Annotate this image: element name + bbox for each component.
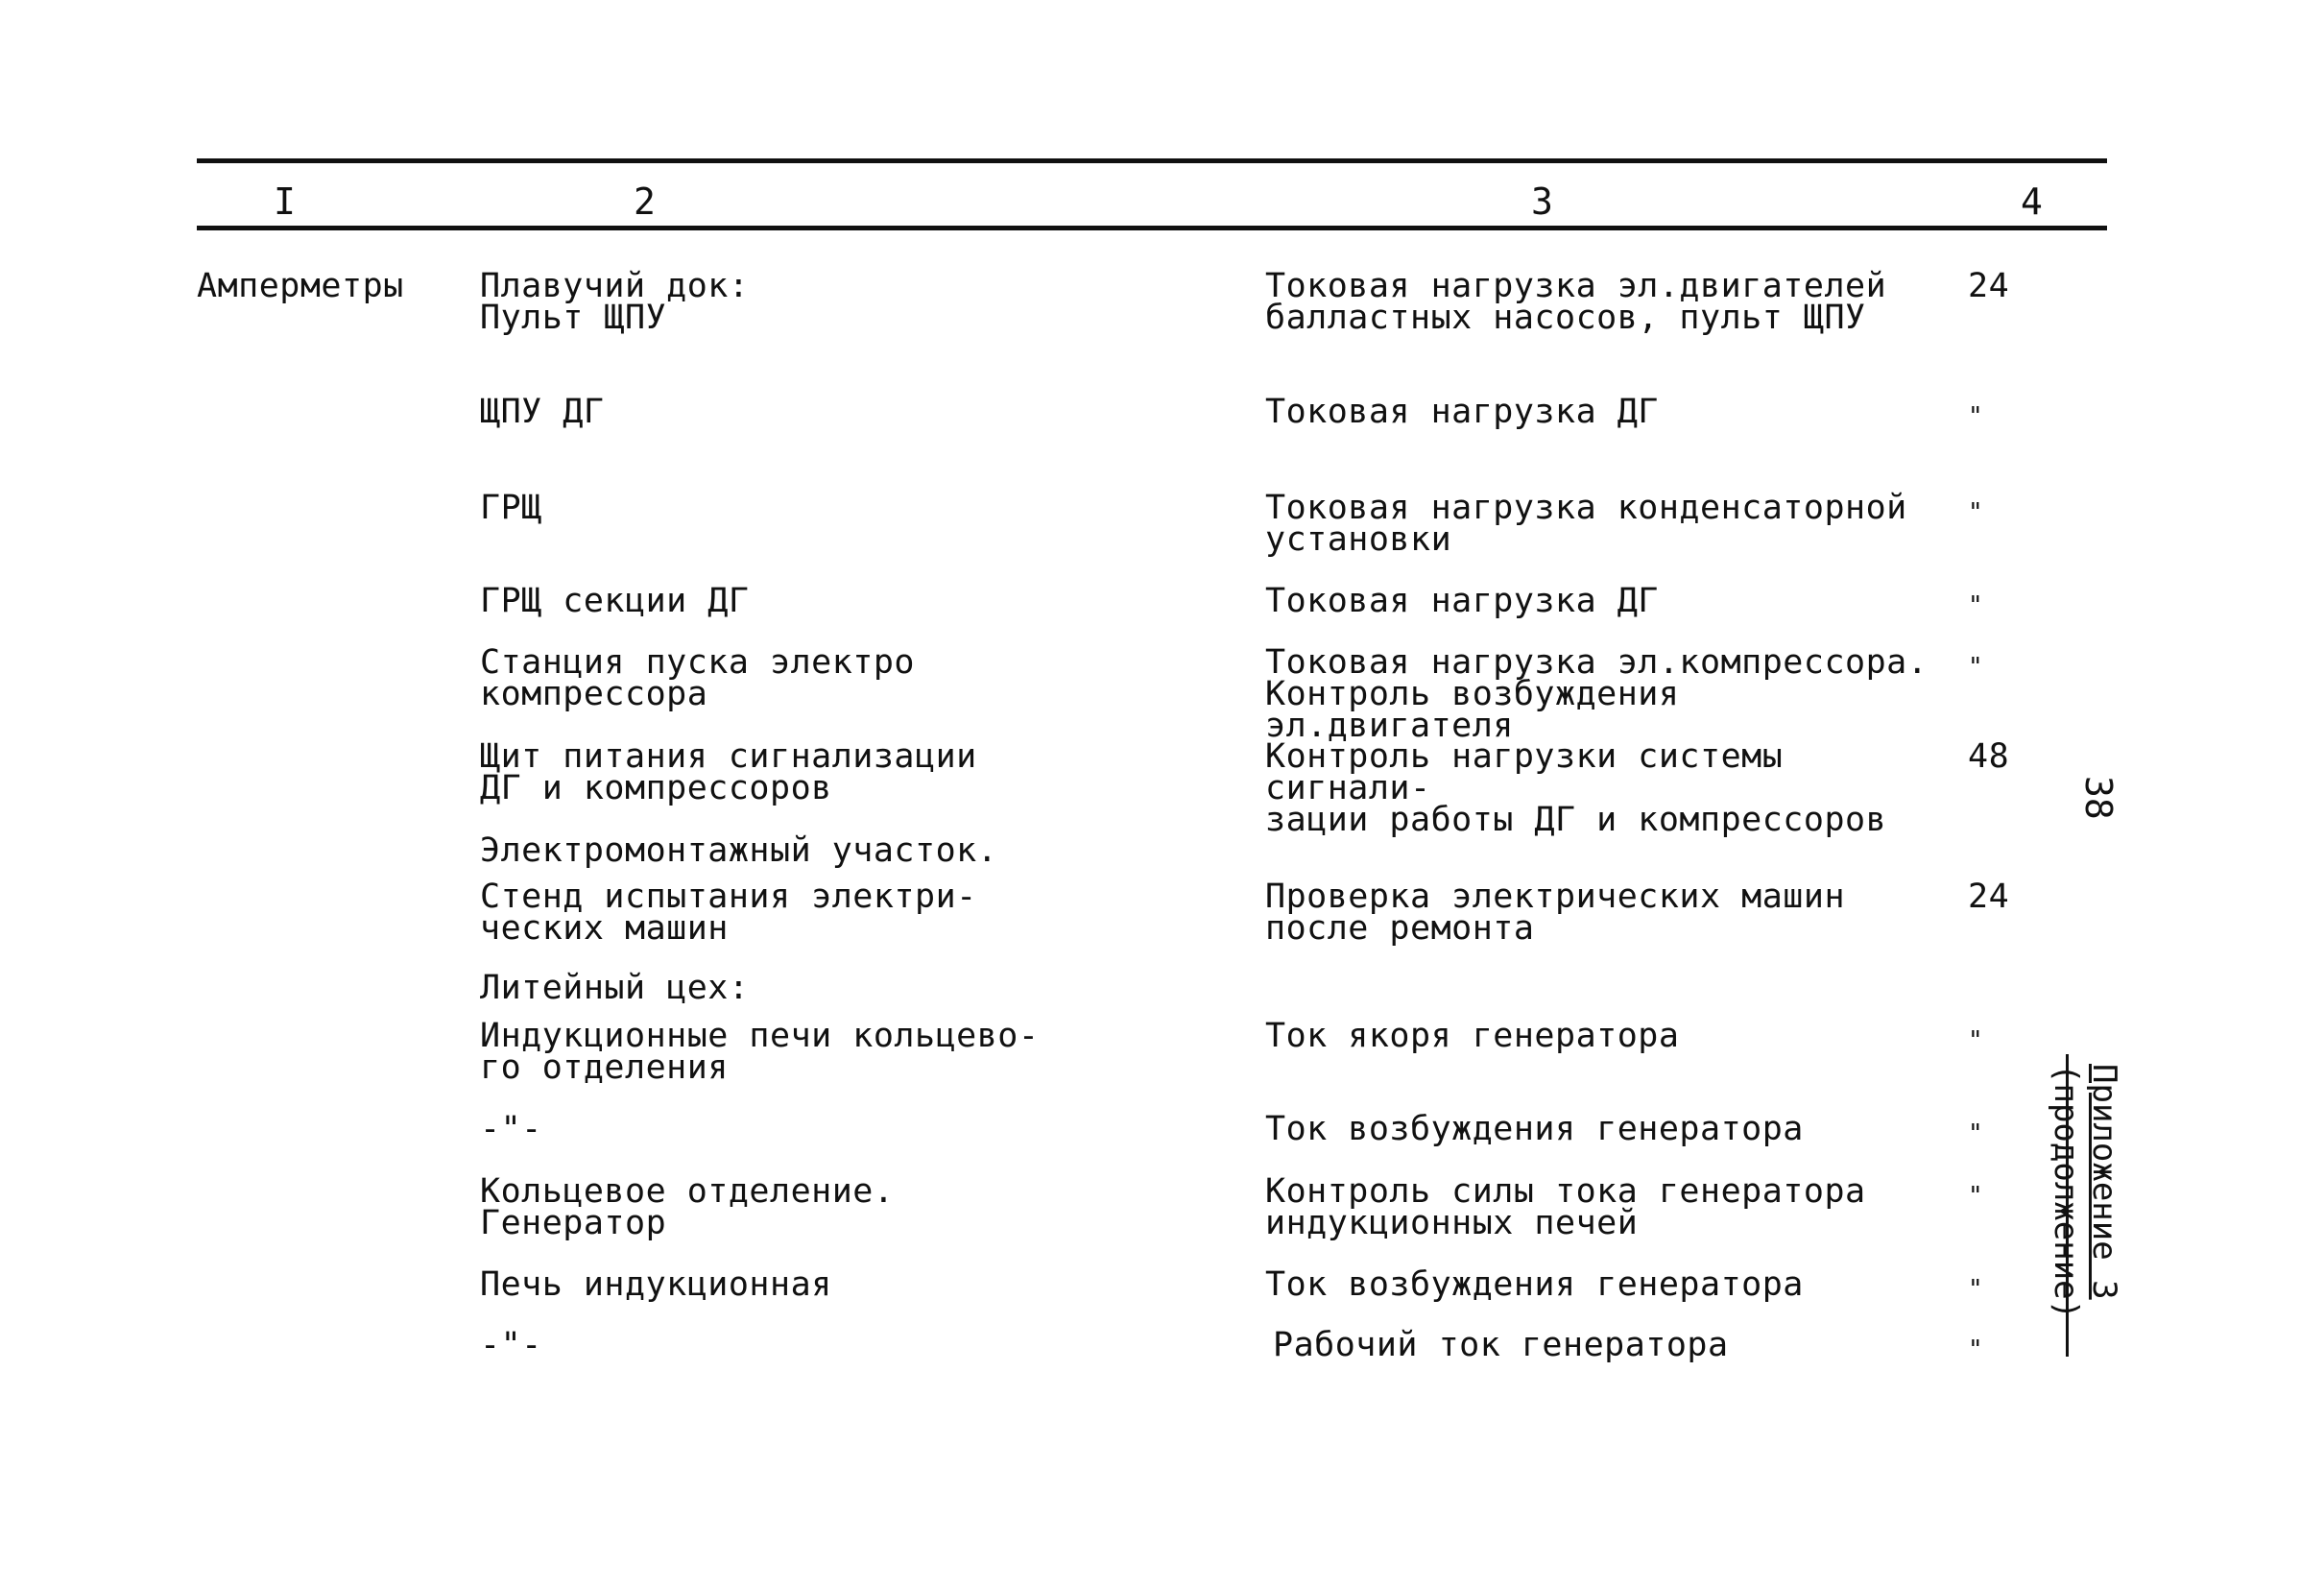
row-13-purpose: Рабочий ток генератора (1273, 1326, 1729, 1364)
column-number-2: 2 (634, 180, 656, 223)
row-10-value: " (1968, 1119, 1984, 1148)
row-4-value: " (1968, 653, 1984, 682)
row-11-purpose: Контроль силы тока генератора индукционных печей (1265, 1172, 1866, 1242)
row-3-value: " (1968, 591, 1984, 620)
row-13-location: -"- (480, 1326, 542, 1364)
appendix-title: Приложение 3 (2085, 1064, 2123, 1300)
row-5-purpose: Контроль нагрузки системы сигнали- зации работы ДГ и компрессоров (1265, 737, 1887, 839)
row-1-purpose: Токовая нагрузка ДГ (1265, 393, 1659, 431)
row-11-value: " (1968, 1182, 1984, 1211)
row-5-value: 48 (1968, 737, 2010, 776)
page-number: 38 (2077, 776, 2120, 820)
row-12-value: " (1968, 1275, 1984, 1304)
row-8-location: Литейный цех: (480, 969, 750, 1007)
row-9-location: Индукционные печи кольцево- го отделения (480, 1017, 1040, 1087)
appendix-subtitle: (продолжение) (2047, 1064, 2085, 1320)
row-10-location: -"- (480, 1110, 542, 1148)
row-7-purpose: Проверка электрических машин после ремонта (1265, 878, 1846, 948)
row-12-location: Печь индукционная (480, 1265, 832, 1304)
row-13-value: " (1968, 1335, 1984, 1364)
column-number-3: 3 (1531, 180, 1553, 223)
row-7-location: Стенд испытания электри- ческих машин (480, 878, 977, 948)
table-header-rule (197, 226, 2107, 230)
row-12-purpose: Ток возбуждения генератора (1265, 1265, 1804, 1304)
row-6-location: Электромонтажный участок. (480, 831, 998, 870)
row-9-value: " (1968, 1026, 1984, 1055)
row-3-location: ГРЩ секции ДГ (480, 582, 750, 620)
row-4-location: Станция пуска электро компрессора (480, 643, 916, 713)
row-5-location: Щит питания сигнализации ДГ и компрессоров (480, 737, 977, 807)
row-3-purpose: Токовая нагрузка ДГ (1265, 582, 1659, 620)
row-2-purpose: Токовая нагрузка конденсаторной установки (1265, 489, 1907, 559)
row-4-purpose: Токовая нагрузка эл.компрессора. Контроль возбуждения эл.двигателя (1265, 643, 1929, 745)
column-number-1: I (274, 180, 296, 223)
row-0-value: 24 (1968, 267, 2010, 305)
column-number-4: 4 (2021, 180, 2043, 223)
row-0-device: Амперметры (197, 267, 404, 305)
row-0-location: Плавучий док: Пульт ЩПУ (480, 267, 750, 337)
row-2-value: " (1968, 498, 1984, 527)
row-0-purpose: Токовая нагрузка эл.двигателей балластных насосов, пульт ЩПУ (1265, 267, 1887, 337)
row-11-location: Кольцевое отделение. Генератор (480, 1172, 895, 1242)
row-2-location: ГРЩ (480, 489, 542, 527)
row-9-purpose: Ток якоря генератора (1265, 1017, 1680, 1055)
appendix-label (1987, 1064, 2121, 1352)
row-1-location: ЩПУ ДГ (480, 393, 605, 431)
row-7-value: 24 (1968, 878, 2010, 916)
row-1-value: " (1968, 402, 1984, 431)
table-top-rule (197, 158, 2107, 163)
row-10-purpose: Ток возбуждения генератора (1265, 1110, 1804, 1148)
